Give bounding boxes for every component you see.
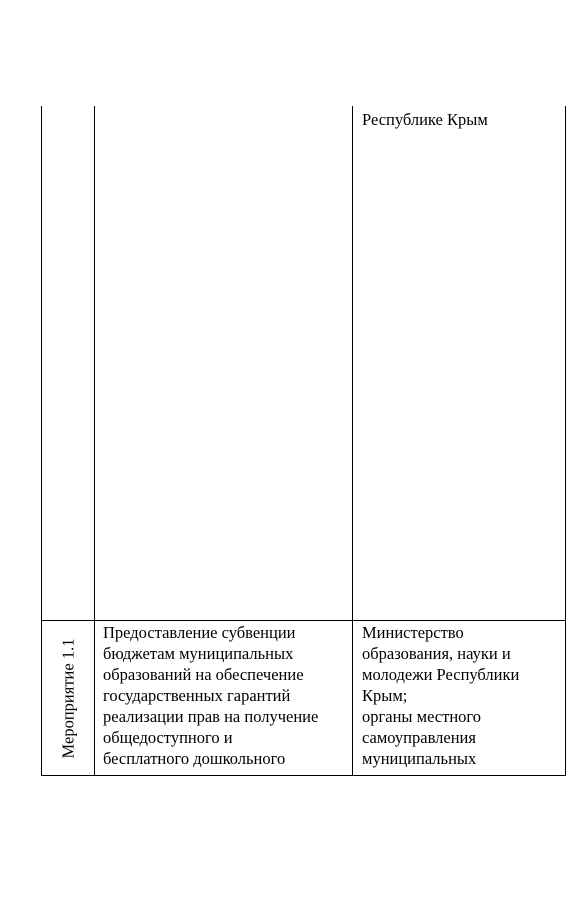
row2-measure-cell (41, 621, 94, 776)
document-table (41, 106, 566, 776)
measure-number-label: Мероприятие 1.1 (58, 638, 77, 759)
table-row-divider (41, 620, 566, 621)
table-border-col2 (352, 106, 353, 776)
row2-description-cell: Предоставление субвенции бюджетам муниципальных образований на обеспечение государственных гарантий реализации прав на получение общедоступного и бесплатного дошкольного (103, 623, 319, 768)
row2-responsible-cell: Министерство образования, науки и молодежи Республики Крым; органы местного самоуправления муниципальных (362, 623, 520, 768)
row1-responsible-cell: Республике Крым (362, 110, 488, 129)
table-border-col1 (94, 106, 95, 776)
table-border-bottom (41, 775, 566, 776)
